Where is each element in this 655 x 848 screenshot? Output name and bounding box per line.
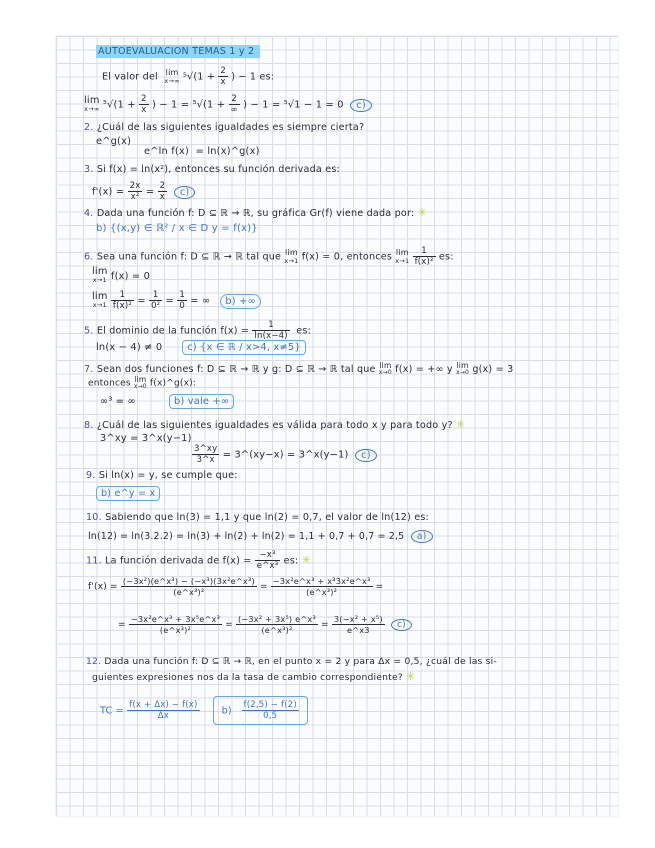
question-7-work: ∞³ = ∞ b) vale +∞ xyxy=(100,396,234,407)
notebook-page xyxy=(56,36,618,816)
question-2-work-2: e^ln f(x) = ln(x)^g(x) xyxy=(144,146,260,157)
question-9-answer xyxy=(96,488,160,499)
question-7: 7. Sean dos funciones f: D ⊆ ℝ → ℝ y g: D ⊆ ℝ → ℝ tal que lim x→0 f(x) = +∞ y lim x→0 g(x) = 3 xyxy=(84,361,514,376)
question-5: 5. El dominio de la función f(x) = $\frac{1}{\ln(x-4)}$ es: xyxy=(84,320,311,341)
question-12-cont: guientes expresiones nos da la tasa de cambio correspondiente? ✳ xyxy=(92,670,416,683)
page-title: AUTOEVALUACION TEMAS 1 y 2 xyxy=(96,46,260,57)
question-11-work-1: f'(x) = $\frac{\text{(−3x²)(e\textasciicircum{}x³) − (−x³)(3x²e\textasciicircum{}x³)}}{\text{(e\textasciicircum{}x³)²}}$ = $\frac{\text{−3x²e\textasciicircum{}x³ + x³3x²e\textasciicircum{}x³}}{\text{(e\textasciicircum{}x³)²}}$ = xyxy=(88,576,384,597)
answer-circle: c) xyxy=(350,99,372,112)
question-8-work-1: 3^xy = 3^x(y−1) xyxy=(100,433,192,444)
question-2: 2. ¿Cuál de las siguientes igualdades es siempre cierta? xyxy=(84,122,365,133)
star-icon: ✳ xyxy=(406,670,416,683)
question-7-cont: entonces lim x→0 f(x)^g(x): xyxy=(88,375,197,390)
star-icon: ✳ xyxy=(301,553,312,567)
question-6-work-1: lim x→1 f(x) = 0 xyxy=(92,266,151,284)
question-11: 11. La función derivada de f(x) = $\frac{\text{−x³}}{\text{e\textasciicircum{}x³}}$ es: ✳ xyxy=(86,550,312,571)
answer-circle: c) xyxy=(355,449,377,462)
question-11-work-2: = $\frac{\text{−3x²e\textasciicircum{}x³ + 3x⁵e\textasciicircum{}x³}}{\text{(e\textasciicircum{}x³)²}}$ = $\frac{\text{(−3x² + 3x⁵) e\textasciicircum{}x³}}{\text{(e\textasciicircum{}x³)²}}$ = $\frac{\text{3(−x² + x⁵)}}{e\^{}x3}$ c) xyxy=(118,614,412,635)
answer-box: b) e^y = x xyxy=(96,486,160,501)
question-9: 9. Si ln(x) = y, se cumple que: xyxy=(86,470,238,481)
answer-box: b) +∞ xyxy=(220,294,261,309)
question-5-work: ln(x − 4) ≠ 0 c) {x ∈ ℝ / x>4, x≠5} xyxy=(96,342,306,353)
answer-circle: a) xyxy=(411,530,433,543)
question-3: 3. Si f(x) = ln(x²), entonces su función derivada es: xyxy=(84,164,340,175)
question-8: 8. ¿Cuál de las siguientes igualdades es válida para todo x y para todo y? ✳ xyxy=(84,418,466,431)
question-6-work-2: lim x→1 $\frac{1}{\text{f(x)²}}$ = $\frac{1}{\text{0²}}$ = $\frac{1}{0}$ = ∞ b) +∞ xyxy=(92,290,261,311)
question-12-work: TC = $\frac{f(x + \Delta x) - f(x)}{\Delta x}$ b) $\frac{f(2,5) - f(2)}{0,5}$ xyxy=(100,696,308,725)
answer-box: b) vale +∞ xyxy=(169,394,234,409)
question-1: El valor del lim x→∞ ⁵√(1 + $\frac{2}{x}$ ) − 1 es: xyxy=(102,66,275,87)
answer-circle: c) xyxy=(391,619,412,631)
question-10: 10. Sabiendo que ln(3) = 1,1 y que ln(2) = 0,7, el valor de ln(12) es: xyxy=(86,512,429,523)
answer-box: b) $\frac{f(2,5) - f(2)}{0,5}$ xyxy=(213,696,308,725)
question-10-work: ln(12) = ln(3.2.2) = ln(3) + ln(2) + ln(2) = 1,1 + 0,7 + 0,7 = 2,5 a) xyxy=(88,530,433,543)
star-icon: ✳ xyxy=(456,418,466,431)
question-3-work: f'(x) = $\frac{2x}{\text{x²}}$ = $\frac{2}{x}$ c) xyxy=(92,181,195,202)
question-4-answer: b) {(x,y) ∈ ℝ² / x ∈ D y = f(x)} xyxy=(96,223,258,234)
question-1-work: lim x→∞ ⁵√(1 + $\frac{2}{x}$ ) − 1 = ⁵√(1 + $\frac{2}{\infty}$ ) − 1 = ⁵√1 − 1 = 0 c) xyxy=(84,94,372,115)
question-4: 4. Dada una función f: D ⊆ ℝ → ℝ, su gráfica Gr(f) viene dada por: ✳ xyxy=(84,206,428,219)
question-8-work-2: $\frac{3\^{}xy}{3\^{}x}$ = 3^(xy−x) = 3^x(y−1) c) xyxy=(192,444,377,465)
question-6: 6. Sea una función f: D ⊆ ℝ → ℝ tal que lim x→1 f(x) = 0, entonces lim x→1 $\frac{1}{\text{f(x)²}}$ es: xyxy=(84,246,454,267)
star-icon: ✳ xyxy=(417,206,428,219)
answer-circle: c) xyxy=(174,186,196,199)
answer-box: c) {x ∈ ℝ / x>4, x≠5} xyxy=(182,340,306,355)
question-2-work: e^g(x) xyxy=(96,136,132,147)
question-12: 12. Dada una función f: D ⊆ ℝ → ℝ, en el punto x = 2 y para Δx = 0,5, ¿cuál de las si- xyxy=(86,656,497,667)
